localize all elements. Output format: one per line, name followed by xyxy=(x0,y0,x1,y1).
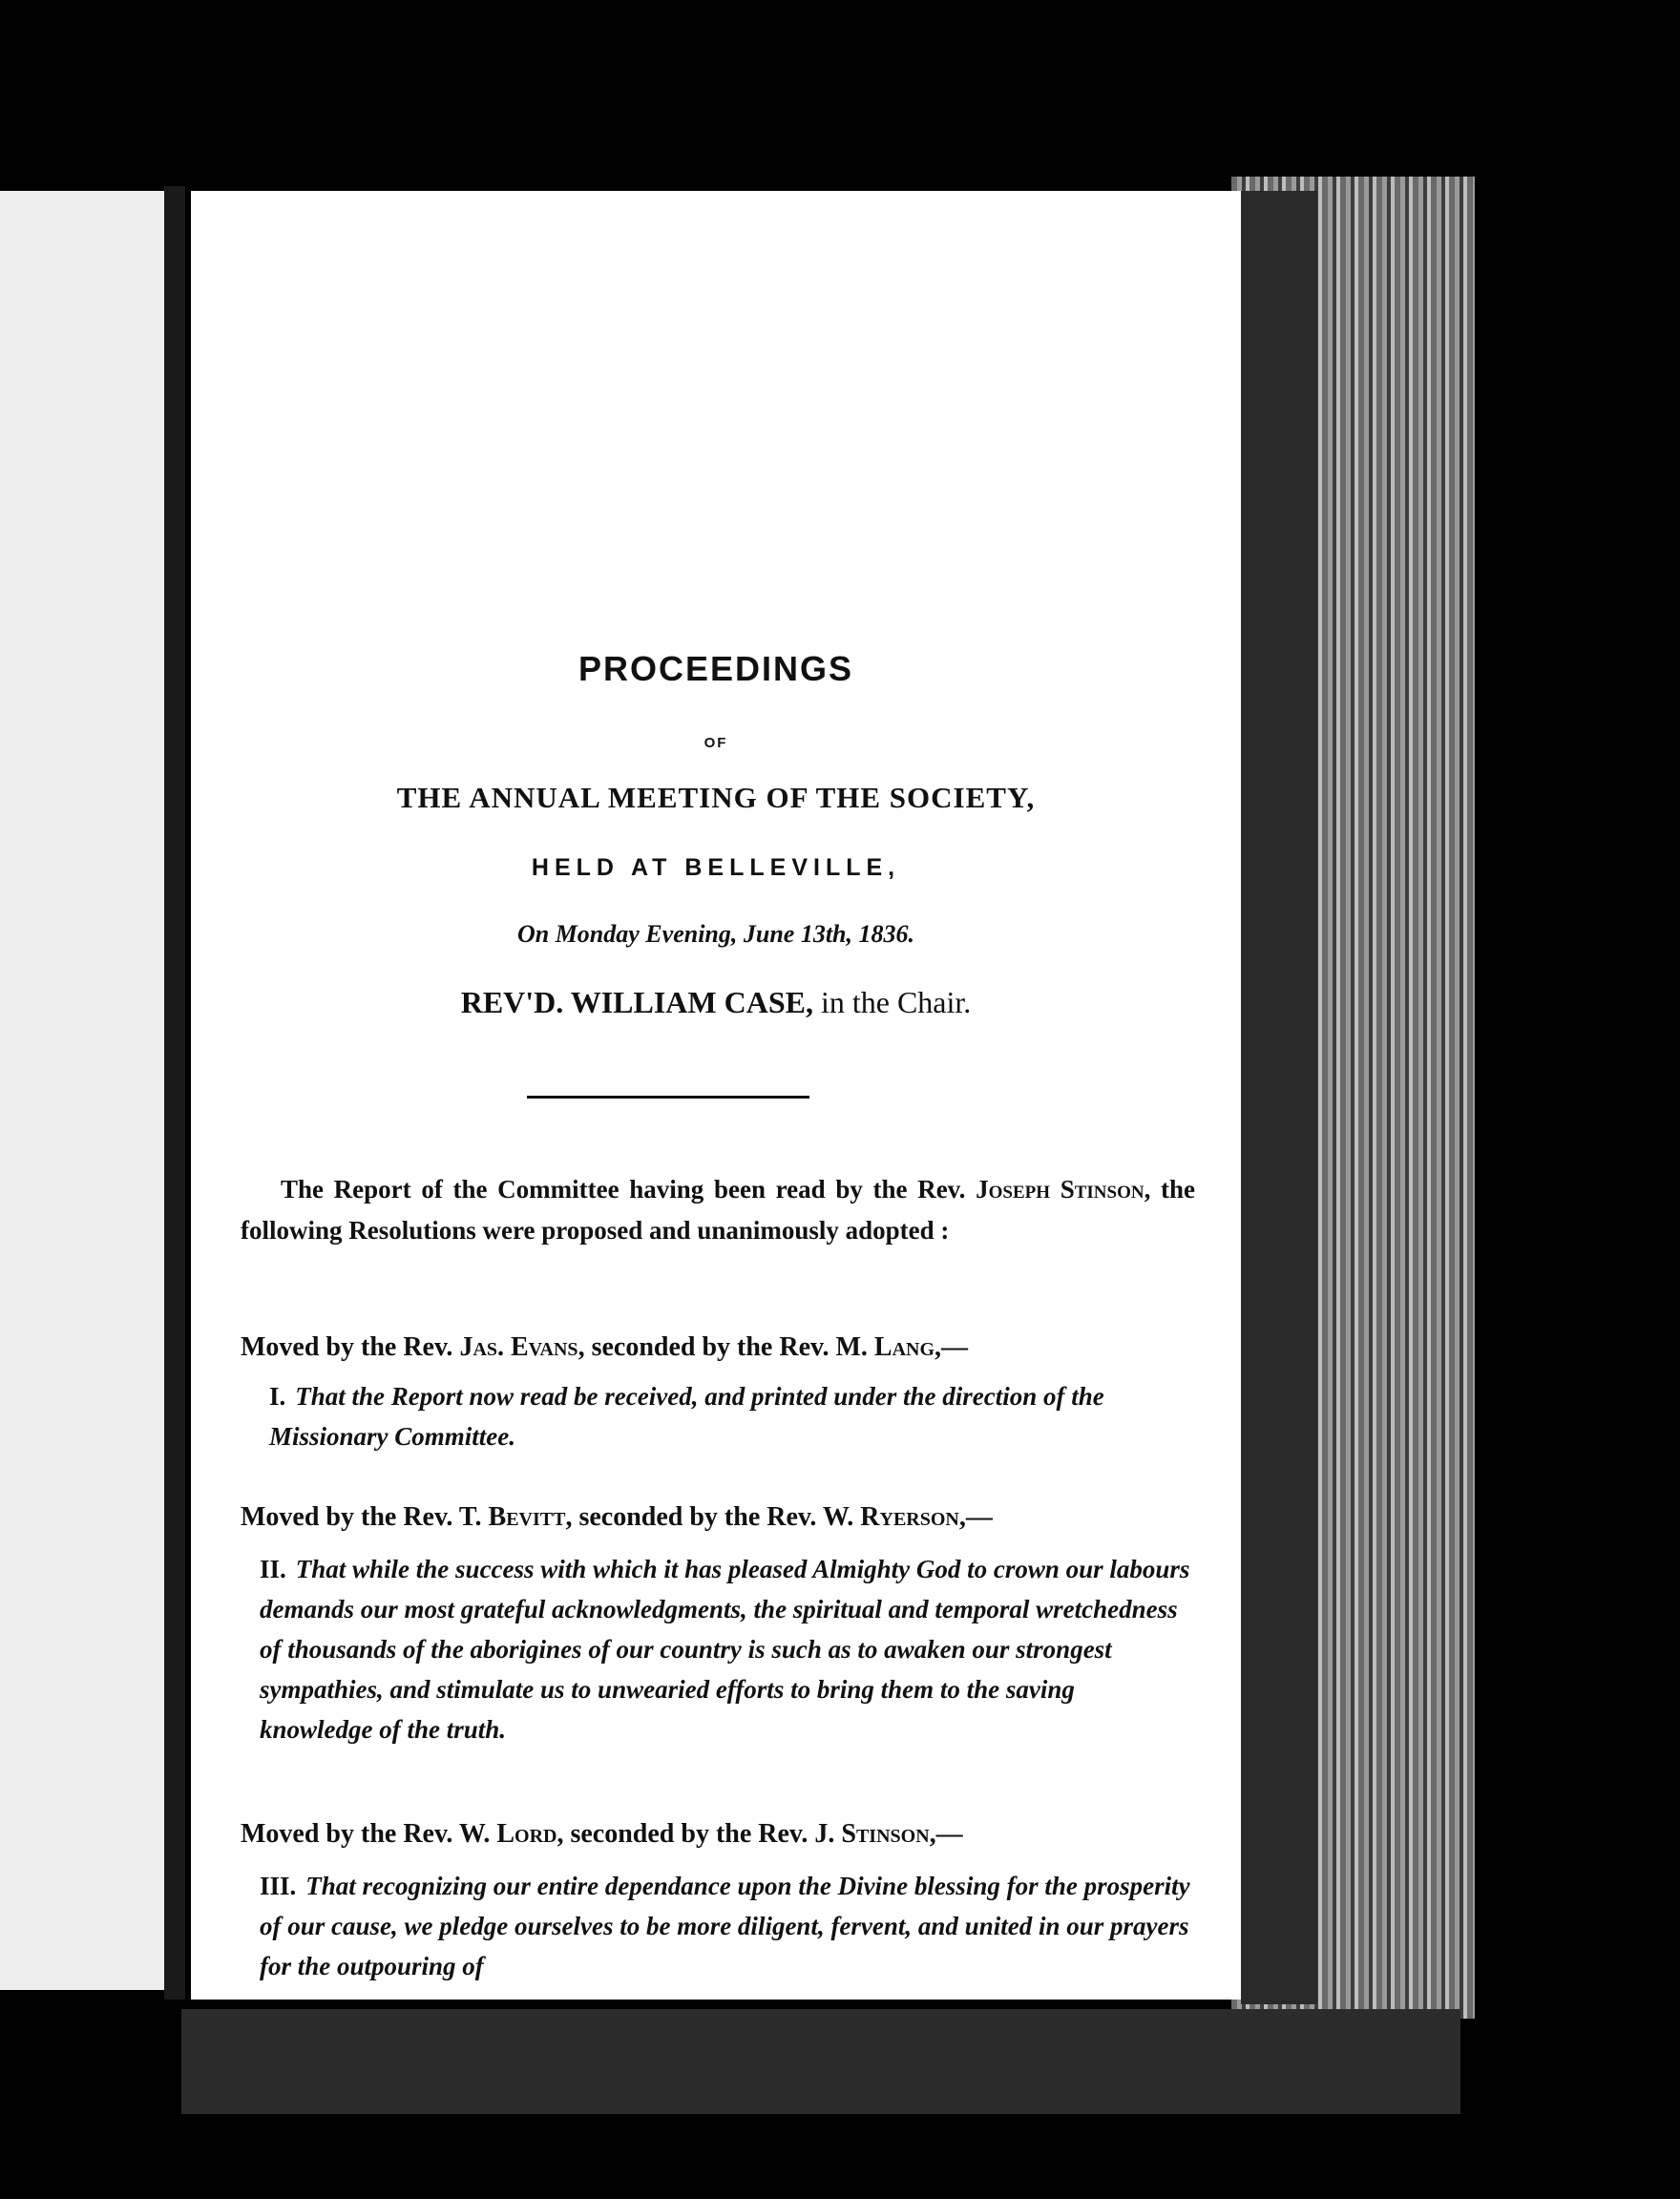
moved-prefix: Moved by the Rev. T. xyxy=(241,1502,482,1532)
seconded-prefix: , seconded by the Rev. J. xyxy=(556,1819,835,1849)
intro-paragraph xyxy=(241,1169,1195,1251)
resolution xyxy=(260,1866,1195,1986)
chair-suffix: in the Chair. xyxy=(820,985,972,1019)
chair-name: REV'D. WILLIAM CASE, xyxy=(460,985,813,1019)
page-subtitle: THE ANNUAL MEETING OF THE SOCIETY, xyxy=(396,781,1036,814)
intro-suffix: , the following Resolutions were proposed and unanimously adopted : xyxy=(241,1175,1195,1245)
meeting-place: HELD AT BELLEVILLE, xyxy=(531,854,901,881)
seconder-name: Stinson xyxy=(841,1819,930,1849)
chair-line xyxy=(191,985,1241,1020)
resolution xyxy=(260,1549,1190,1749)
resolution-number: I. xyxy=(269,1382,286,1411)
intro-prefix: The Report of the Committee having been read by the Rev. xyxy=(281,1175,966,1204)
dash: ,— xyxy=(929,1819,963,1849)
intro-name: Joseph Stinson xyxy=(976,1175,1144,1204)
document-page xyxy=(191,191,1241,2000)
resolution-text: That while the success with which it has pleased Almighty God to crown our labours demands our most grateful acknowledgments, the spiritual and temporal wretchedness of thousands of the aborigines of our country is such as to awaken our strongest sympathies, and stimulate us to unwearied efforts to bring them to the saving knowledge of the truth. xyxy=(260,1555,1190,1744)
seconder-name: Ryerson xyxy=(860,1502,959,1532)
resolution-number: III. xyxy=(260,1872,297,1900)
book-gutter xyxy=(164,186,185,2000)
book-bottom-edge xyxy=(181,2009,1460,2114)
page-title: PROCEEDINGS xyxy=(578,649,854,688)
dash: ,— xyxy=(958,1502,993,1532)
mover-name: Lord xyxy=(496,1819,557,1849)
resolution-text: That recognizing our entire dependance upon the Divine blessing for the prosperity of our cause, we pledge ourselves to be more diligent, fervent, and united in our prayers for the outpouring of xyxy=(260,1872,1190,1980)
facing-page xyxy=(0,191,170,1990)
seconded-prefix: , seconded by the Rev. M. xyxy=(578,1332,868,1362)
seconded-prefix: , seconded by the Rev. W. xyxy=(565,1502,854,1532)
moved-prefix: Moved by the Rev. xyxy=(241,1332,453,1362)
seconder-name: Lang xyxy=(873,1332,935,1362)
book-page-edges-shadow xyxy=(1241,191,1317,2004)
title-connector: OF xyxy=(704,735,728,751)
resolution xyxy=(269,1376,1186,1456)
moved-prefix: Moved by the Rev. W. xyxy=(241,1819,491,1849)
moved-line xyxy=(241,1813,1205,1854)
mover-name: Jas. Evans xyxy=(459,1332,578,1362)
resolution-text: That the Report now read be received, and printed under the direction of the Missionary Committee. xyxy=(269,1382,1104,1451)
moved-line xyxy=(241,1327,1205,1368)
meeting-date: On Monday Evening, June 13th, 1836. xyxy=(516,920,915,948)
mover-name: Bevitt xyxy=(488,1502,566,1532)
section-divider xyxy=(527,1096,809,1099)
dash: ,— xyxy=(934,1332,969,1362)
moved-line xyxy=(241,1497,1205,1538)
resolution-number: II. xyxy=(260,1555,286,1583)
